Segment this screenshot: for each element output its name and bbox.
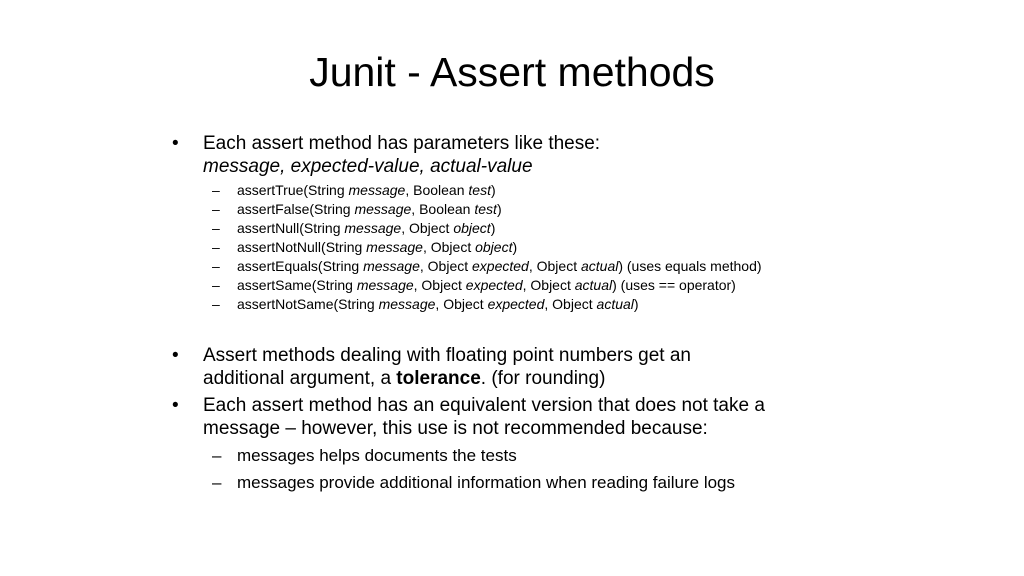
bullet-text-line1: Assert methods dealing with floating point numbers get an [203, 345, 691, 366]
dash-marker: – [212, 201, 220, 217]
bullet-text-line2: message, expected-value, actual-value [203, 156, 533, 177]
bullet-text-line1: Each assert method has parameters like these: [203, 133, 601, 154]
dash-marker: – [212, 239, 220, 255]
dash-marker: – [212, 473, 222, 492]
dash-marker: – [212, 258, 220, 274]
method-item-assertnull: – assertNull(String message, Object object) [212, 220, 496, 236]
method-item-assertequals: – assertEquals(String message, Object expected, Object actual) (uses equals method) [212, 258, 762, 274]
method-item-assertsame: – assertSame(String message, Object expected, Object actual) (uses == operator) [212, 277, 736, 293]
sub-bullet-documents-tests: – messages helps documents the tests [212, 446, 517, 465]
bullet-parameters [172, 132, 862, 178]
bullet-text-line1: Each assert method has an equivalent version that does not take a [203, 395, 765, 416]
method-item-asserttrue: – assertTrue(String message, Boolean test) [212, 182, 496, 198]
method-item-assertfalse: – assertFalse(String message, Boolean test) [212, 201, 502, 217]
bullet-marker: • [172, 133, 179, 154]
bullet-floating-point [172, 344, 862, 390]
dash-marker: – [212, 446, 222, 465]
bullet-equivalent-version [172, 394, 862, 440]
dash-marker: – [212, 296, 220, 312]
bullet-text-line2: message – however, this use is not recommended because: [203, 418, 708, 439]
slide-title: Junit - Assert methods [309, 49, 715, 95]
method-item-assertnotsame: – assertNotSame(String message, Object expected, Object actual) [212, 296, 639, 312]
dash-marker: – [212, 277, 220, 293]
bullet-marker: • [172, 395, 179, 416]
dash-marker: – [212, 220, 220, 236]
dash-marker: – [212, 182, 220, 198]
bullet-text-line2: additional argument, a tolerance. (for rounding) [203, 368, 606, 389]
slide-content [172, 132, 862, 494]
tolerance-keyword: tolerance [396, 368, 481, 389]
method-item-assertnotnull: – assertNotNull(String message, Object object) [212, 239, 518, 255]
sub-bullet-failure-logs: – messages provide additional information when reading failure logs [212, 473, 736, 492]
bullet-marker: • [172, 345, 179, 366]
method-list [172, 181, 862, 314]
